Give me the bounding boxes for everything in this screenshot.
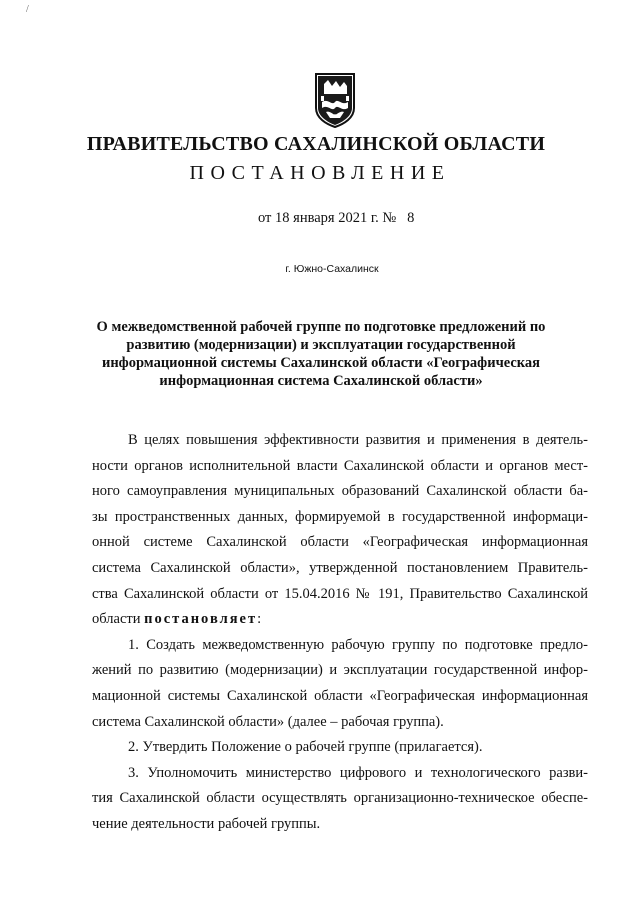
paragraph-line: жений по развитию (модернизации) и эксплуатации государственной инфор- [92,662,588,679]
paragraph-line: ства Сахалинской области от 15.04.2016 № 191, Правительство Сахалинской [92,585,588,602]
paragraph-text: : [257,611,262,628]
paragraph-line: система Сахалинской области» (далее – рабочая группа). [92,713,444,730]
paragraph-line: мационной системы Сахалинской области «Географическая информационная [92,687,588,704]
paragraph-line: зы пространственных данных, формируемой в государственной информаци- [92,508,588,525]
subject-line: развитию (модернизации) и эксплуатации государственной [126,337,516,353]
paragraph-line: онной системе Сахалинской области «Географическая информационная [92,534,588,551]
paragraph-text: области [92,611,145,628]
paragraph-line: В целях повышения эффективности развития и применения в деятель- [128,432,588,448]
paragraph-line [92,607,588,633]
paragraph-line: чение деятельности рабочей группы. [92,815,321,832]
paragraph-line: 3. Уполномочить министерство цифрового и технологического разви- [128,764,588,781]
paragraph-line: 1. Создать межведомственную рабочую группу по подготовке предло- [128,636,588,653]
subject-line: информационная система Сахалинской области» [159,373,483,389]
paragraph-line: 2. Утвердить Положение о рабочей группе (прилагается). [128,739,483,756]
paragraph-line: система Сахалинской области», утвержденной постановлением Правитель- [92,559,588,576]
document-body [92,428,588,838]
paragraph-line: тия Сахалинской области осуществлять организационно-техническое обеспе- [92,790,588,807]
document-subject [90,318,552,390]
resolution-keyword: постановляет [144,611,258,628]
document-type: ПОСТАНОВЛЕНИЕ [189,162,451,184]
document-city: г. Южно-Сахалинск [285,263,379,275]
paragraph-line: ного самоуправления муниципальных образований Сахалинской области ба- [92,483,588,500]
paragraph-line: ности органов исполнительной власти Сахалинской области и органов мест- [92,457,588,474]
subject-line: О межведомственной рабочей группе по подготовке предложений по [96,319,546,335]
scan-mark: / [26,4,29,15]
document-date-number: от 18 января 2021 г. № 8 [258,210,415,226]
subject-line: информационной системы Сахалинской области «Географическая [101,355,541,371]
org-title: ПРАВИТЕЛЬСТВО САХАЛИНСКОЙ ОБЛАСТИ [86,133,546,155]
coat-of-arms-icon [314,72,356,128]
